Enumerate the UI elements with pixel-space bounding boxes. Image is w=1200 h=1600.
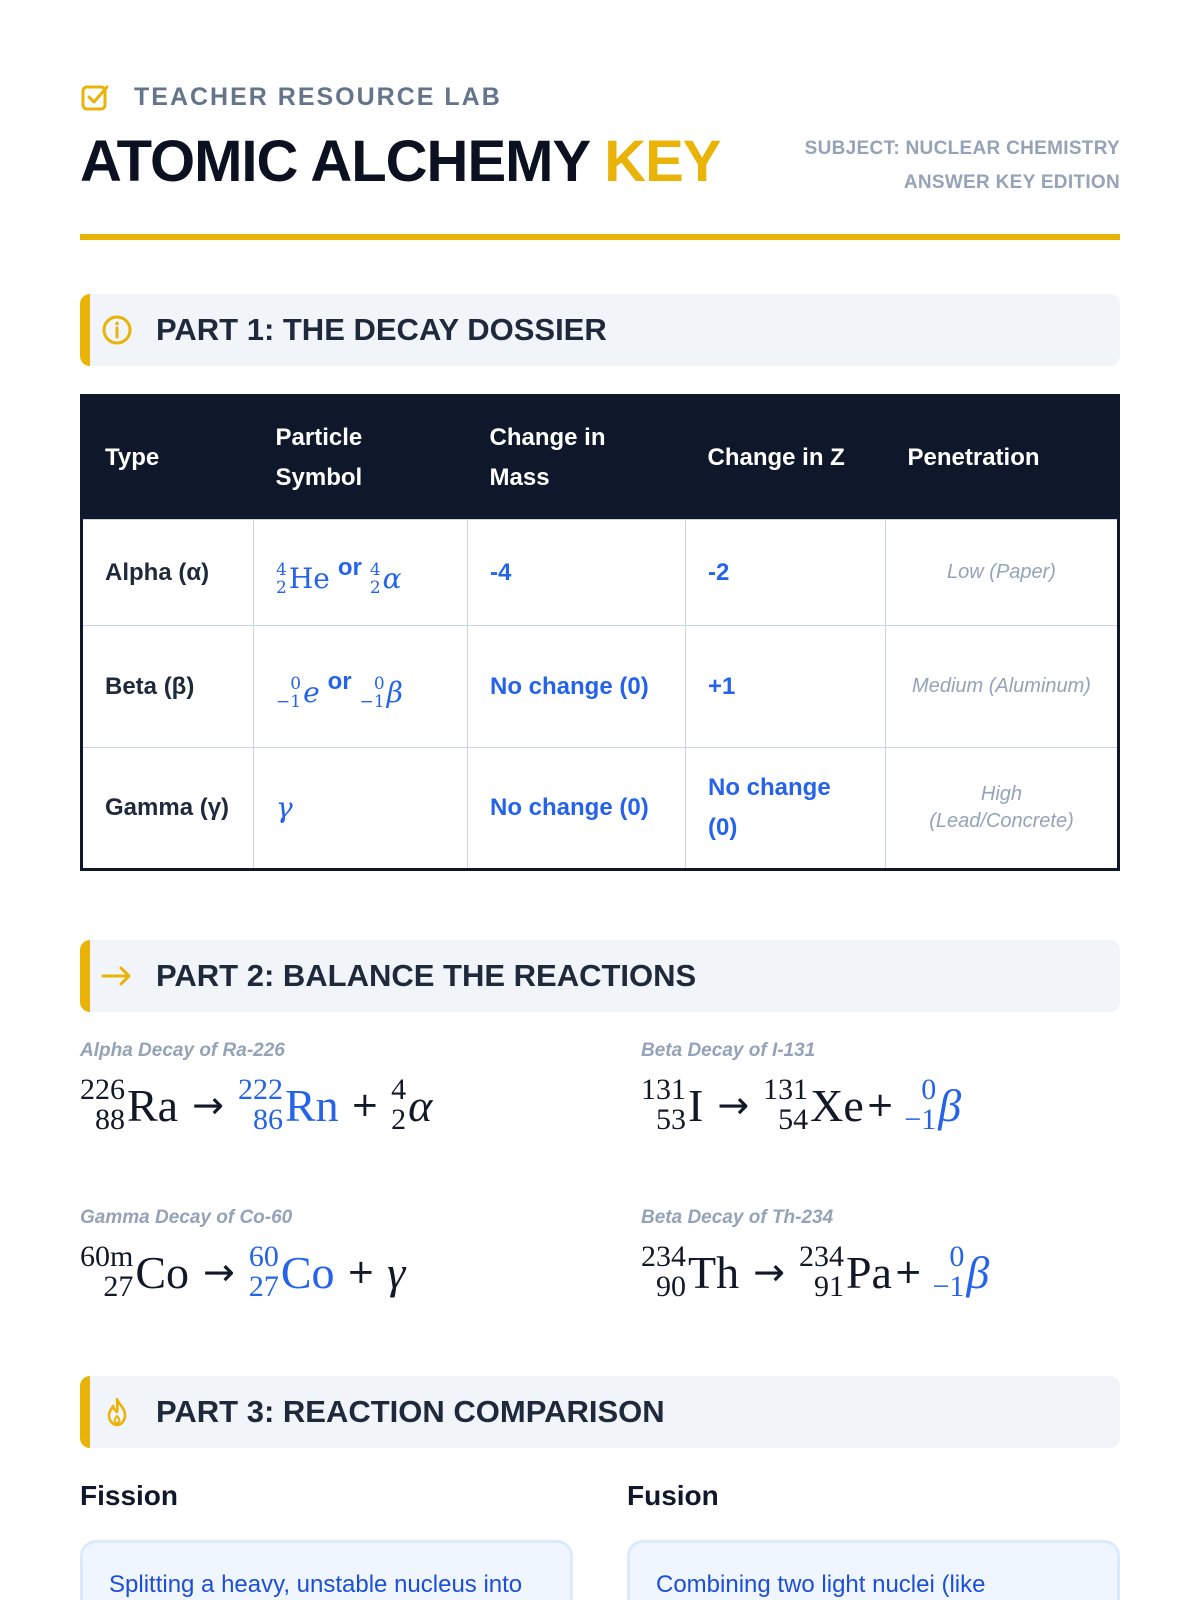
reactant <box>80 1075 178 1135</box>
element-symbol: Th <box>688 1246 740 1298</box>
element-symbol: I <box>688 1079 704 1131</box>
nuclide-symbol <box>276 673 320 713</box>
product-answer <box>238 1075 339 1135</box>
element-symbol: Co <box>135 1246 190 1298</box>
section-part3 <box>80 1376 1120 1448</box>
row-symbol <box>254 626 468 748</box>
nuclide-symbol <box>276 559 330 599</box>
or-text: or <box>337 554 362 581</box>
col-symbol: Particle Symbol <box>254 396 468 520</box>
atomic-number: 2 <box>369 578 381 598</box>
mass-number: 4 <box>391 1073 407 1106</box>
page-title <box>80 128 720 195</box>
emitted-particle <box>391 1075 432 1135</box>
fusion-card <box>627 1540 1120 1600</box>
mass-number: 131 <box>641 1073 686 1106</box>
reaction-arrow: → <box>192 1083 224 1127</box>
emitted-particle-answer <box>932 1242 989 1302</box>
reaction-label: Alpha Decay of Ra-226 <box>80 1040 285 1061</box>
particle-symbol: β <box>938 1079 962 1131</box>
arrow-right-icon <box>100 959 134 993</box>
fission-text: Splitting a heavy, unstable nucleus into <box>109 1571 523 1598</box>
fission-card <box>80 1540 573 1600</box>
section-title: PART 3: REACTION COMPARISON <box>156 1394 665 1429</box>
atomic-number: −1 <box>904 1103 937 1136</box>
plus-sign: + <box>865 1085 895 1125</box>
emitted-particle-answer <box>904 1075 961 1135</box>
col-mass: Change in Mass <box>468 396 686 520</box>
reaction-arrow: → <box>717 1083 750 1127</box>
row-type: Alpha (α) <box>82 520 254 626</box>
reaction-equation <box>641 1075 961 1135</box>
edition-line: ANSWER KEY EDITION <box>903 172 1120 193</box>
element-symbol: β <box>386 676 403 709</box>
element-symbol: He <box>288 562 330 595</box>
product <box>763 1075 864 1135</box>
row-z-change: -2 <box>686 520 886 626</box>
atomic-number: 54 <box>778 1103 809 1136</box>
reaction-arrow: → <box>753 1250 785 1294</box>
atomic-number: −1 <box>276 692 302 712</box>
reaction-label: Beta Decay of I-131 <box>641 1040 816 1061</box>
section-part1 <box>80 294 1120 366</box>
reactant <box>641 1075 703 1135</box>
nuclide-symbol <box>360 673 403 713</box>
table-header-row <box>82 396 1119 520</box>
checkbox-icon <box>80 82 110 112</box>
reaction-label: Beta Decay of Th-234 <box>641 1207 834 1228</box>
row-penetration: High (Lead/Concrete) <box>886 748 1119 870</box>
element-symbol: Co <box>280 1246 335 1298</box>
mass-number: 234 <box>641 1240 686 1273</box>
product <box>799 1242 892 1302</box>
mass-number: 222 <box>237 1073 283 1106</box>
section-title: PART 2: BALANCE THE REACTIONS <box>156 958 697 993</box>
section-part2 <box>80 940 1120 1012</box>
atomic-number: 53 <box>656 1103 686 1136</box>
info-icon <box>100 313 134 347</box>
row-type: Gamma (γ) <box>82 748 254 870</box>
col-penetration: Penetration <box>886 396 1119 520</box>
fusion-text: Combining two light nuclei (like <box>656 1571 986 1598</box>
element-symbol: Ra <box>127 1079 179 1131</box>
header-top <box>80 82 502 112</box>
atomic-number: 2 <box>276 578 287 598</box>
reaction-arrow: → <box>203 1250 235 1294</box>
mass-number: 0 <box>290 674 302 694</box>
plus-sign: + <box>346 1252 376 1292</box>
title-main: ATOMIC ALCHEMY <box>80 129 590 194</box>
row-mass-change: No change (0) <box>468 748 686 870</box>
atomic-number: 91 <box>813 1270 844 1303</box>
row-penetration: Low (Paper) <box>886 520 1119 626</box>
mass-number: 234 <box>798 1240 844 1273</box>
mass-number: 131 <box>763 1073 809 1106</box>
header-rule <box>80 234 1120 240</box>
table-row <box>82 748 1119 870</box>
nuclide-symbol <box>370 559 402 599</box>
reaction-equation <box>80 1242 405 1302</box>
atomic-number: 86 <box>252 1103 283 1136</box>
reactant <box>80 1242 189 1302</box>
row-penetration: Medium (Aluminum) <box>886 626 1119 748</box>
mass-number: 226 <box>80 1073 125 1106</box>
atomic-number: −1 <box>359 692 385 712</box>
subject-line: SUBJECT: NUCLEAR CHEMISTRY <box>804 138 1120 159</box>
atomic-number: 88 <box>95 1103 125 1136</box>
lab-label: TEACHER RESOURCE LAB <box>134 82 502 111</box>
mass-number: 0 <box>921 1073 937 1106</box>
row-type: Beta (β) <box>82 626 254 748</box>
element-symbol: α <box>382 562 402 595</box>
decay-table <box>80 394 1120 871</box>
atomic-number: −1 <box>932 1270 965 1303</box>
reaction-label: Gamma Decay of Co-60 <box>80 1207 293 1228</box>
atomic-number: 27 <box>103 1270 134 1303</box>
mass-number: 0 <box>373 674 385 694</box>
plus-sign: + <box>350 1085 380 1125</box>
mass-number: 4 <box>276 560 287 580</box>
row-symbol <box>254 520 468 626</box>
reaction-equation <box>641 1242 989 1302</box>
row-mass-change: -4 <box>468 520 686 626</box>
col-z: Change in Z <box>686 396 886 520</box>
particle-symbol: α <box>408 1079 433 1131</box>
product-answer <box>249 1242 335 1302</box>
mass-number: 60m <box>80 1240 134 1273</box>
element-symbol: e <box>303 676 320 709</box>
flame-icon <box>100 1395 134 1429</box>
fission-heading: Fission <box>80 1480 179 1511</box>
element-symbol: Pa <box>845 1246 892 1298</box>
fusion-heading: Fusion <box>627 1480 719 1511</box>
particle-symbol: β <box>966 1246 990 1298</box>
element-symbol: Xe <box>810 1079 864 1131</box>
row-z-change: +1 <box>686 626 886 748</box>
table-row <box>82 626 1119 748</box>
mass-number: 4 <box>369 560 381 580</box>
row-symbol: γ <box>254 748 468 870</box>
mass-number: 0 <box>949 1240 965 1273</box>
or-text: or <box>327 668 352 695</box>
reaction-equation <box>80 1075 432 1135</box>
row-mass-change: No change (0) <box>468 626 686 748</box>
page-meta <box>805 132 1120 200</box>
emitted-particle: γ <box>387 1246 406 1298</box>
reactant <box>641 1242 739 1302</box>
atomic-number: 27 <box>248 1270 279 1303</box>
mass-number: 60 <box>248 1240 279 1273</box>
element-symbol: Rn <box>284 1079 339 1131</box>
atomic-number: 2 <box>391 1103 407 1136</box>
atomic-number: 90 <box>656 1270 686 1303</box>
table-row <box>82 520 1119 626</box>
row-z-change: No change (0) <box>686 748 886 870</box>
col-type: Type <box>82 396 254 520</box>
plus-sign: + <box>893 1252 923 1292</box>
title-accent: KEY <box>604 129 721 194</box>
section-title: PART 1: THE DECAY DOSSIER <box>156 312 607 347</box>
